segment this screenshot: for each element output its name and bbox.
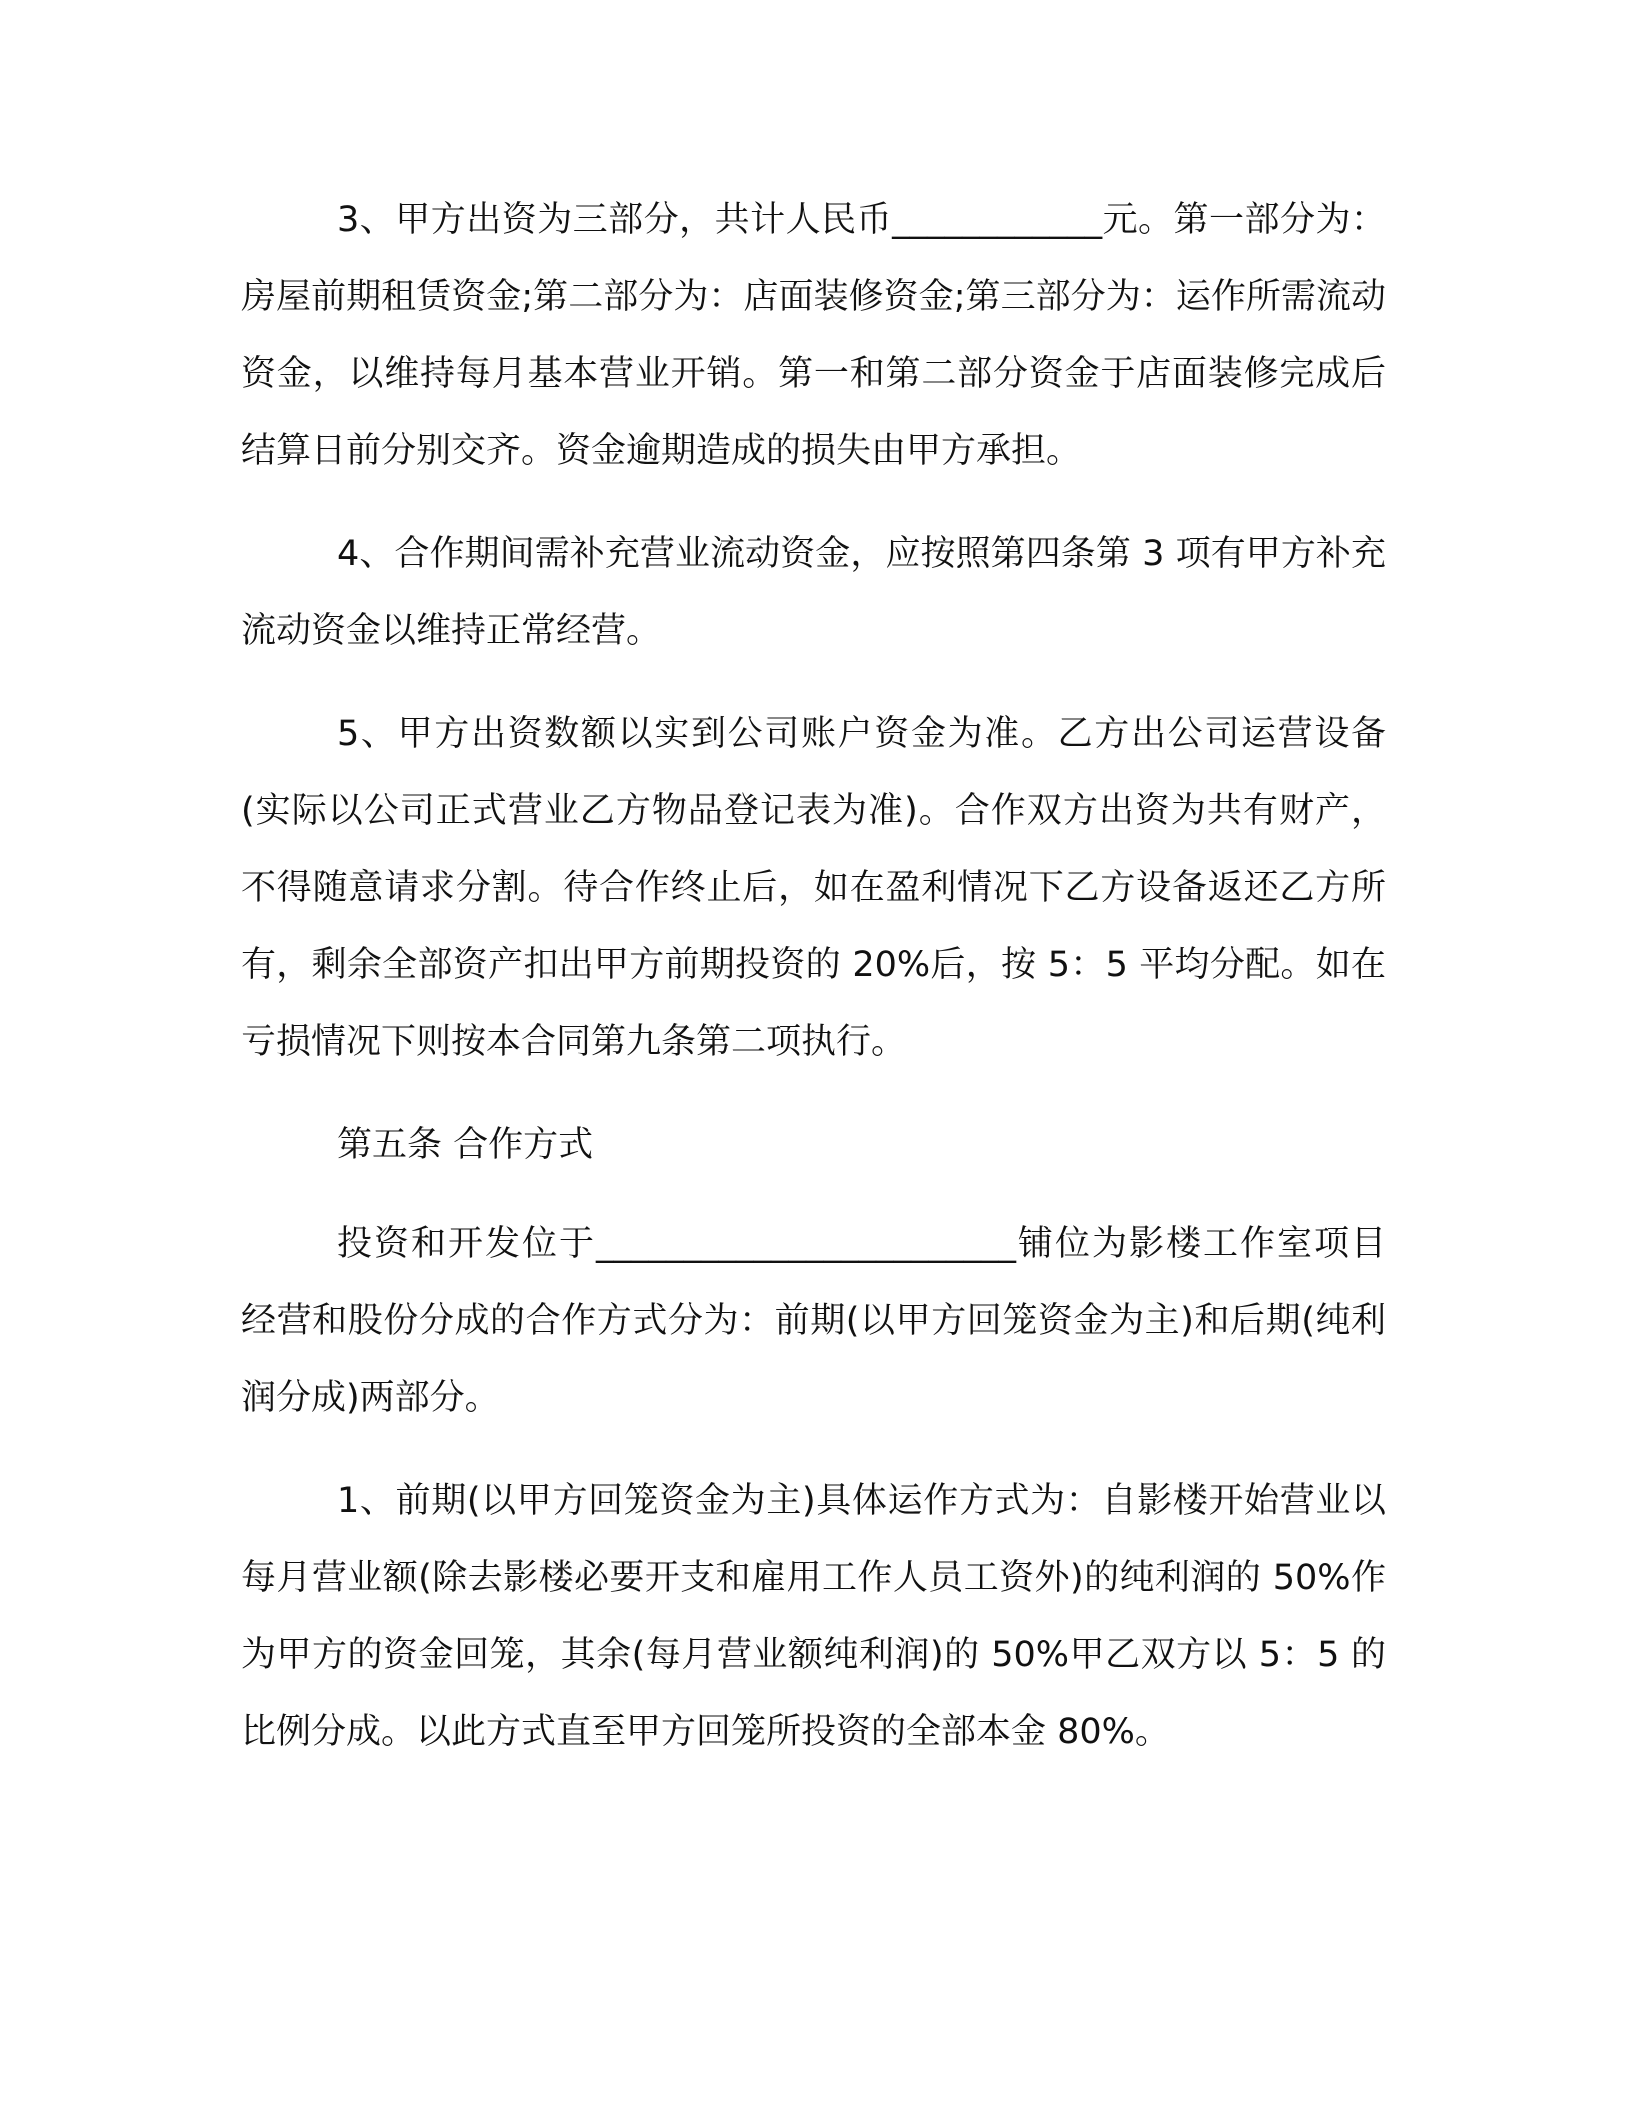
document-body <box>241 182 1386 1771</box>
cooperation-method-paragraph: 投资和开发位于________________________铺位为影楼工作室项目经营和股份分成的合作方式分为：前期(以甲方回笼资金为主)和后期(纯利润分成)两部分。 <box>241 1224 1386 1418</box>
article-5-heading: 第五条 合作方式 <box>337 1125 594 1165</box>
clause-5-paragraph: 5、甲方出资数额以实到公司账户资金为准。乙方出公司运营设备(实际以公司正式营业乙方物品登记表为准)。合作双方出资为共有财产，不得随意请求分割。待合作终止后，如在盈利情况下乙方设备返还乙方所有，剩余全部资产扣出甲方前期投资的 20%后，按 5：5 平均分配。如在亏损情况下则按本合同第九条第二项执行。 <box>241 714 1386 1062</box>
early-stage-paragraph: 1、前期(以甲方回笼资金为主)具体运作方式为：自影楼开始营业以每月营业额(除去影楼必要开支和雇用工作人员工资外)的纯利润的 50%作为甲方的资金回笼，其余(每月营业额纯利润)的 50%甲乙双方以 5：5 的比例分成。以此方式直至甲方回笼所投资的全部本金 80%。 <box>241 1481 1386 1752</box>
clause-4-paragraph: 4、合作期间需补充营业流动资金，应按照第四条第 3 项有甲方补充流动资金以维持正常经营。 <box>241 534 1386 651</box>
clause-3-paragraph: 3、甲方出资为三部分，共计人民币____________元。第一部分为：房屋前期租赁资金;第二部分为：店面装修资金;第三部分为：运作所需流动资金，以维持每月基本营业开销。第一和第二部分资金于店面装修完成后结算日前分别交齐。资金逾期造成的损失由甲方承担。 <box>241 200 1386 471</box>
